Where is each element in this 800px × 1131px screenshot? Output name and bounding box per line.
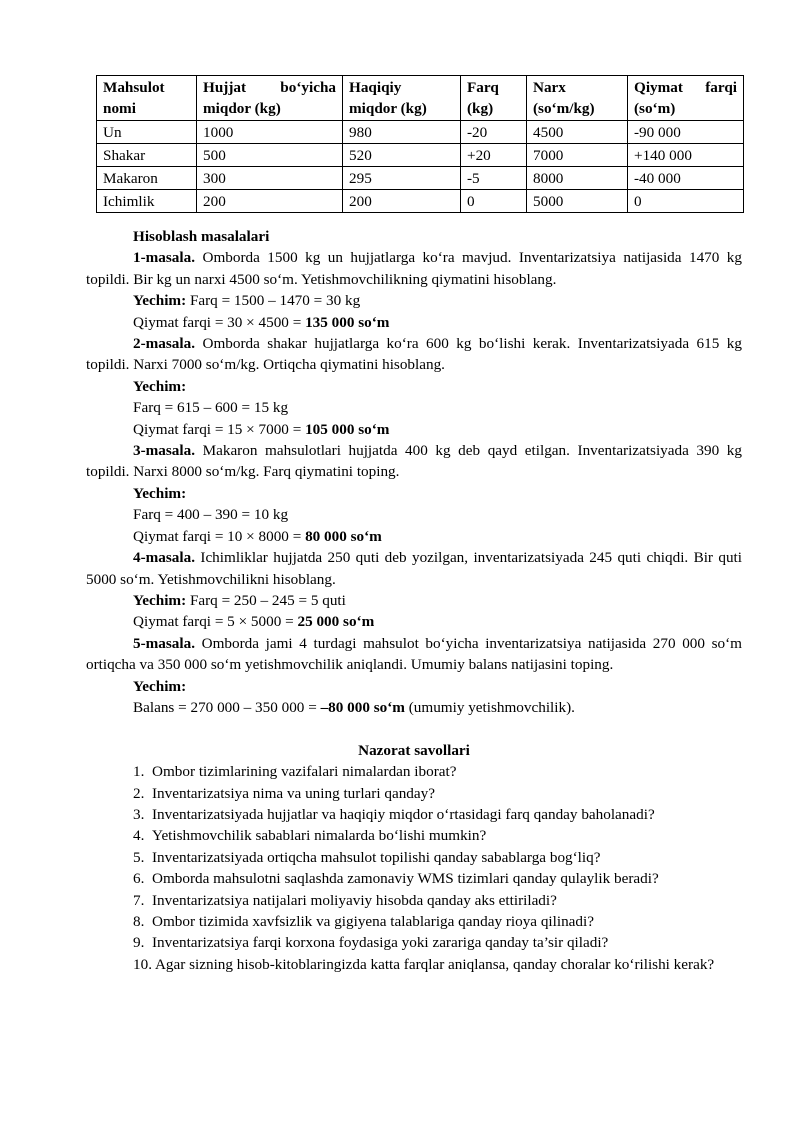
- table-cell: 500: [197, 144, 343, 167]
- problem-2: 2-masala. Omborda shakar hujjatlarga ko‘ra 600 kg bo‘lishi kerak. Inventarizatsiyada 615 kg topildi. Narxi 7000 so‘m/kg. Ortiqcha qiymatini hisoblang.: [86, 335, 742, 374]
- header-difference: Farq (kg): [461, 76, 527, 121]
- solution-line: Qiymat farqi = 15 × 7000 = 105 000 so‘m: [133, 420, 390, 438]
- problem-3: 3-masala. Makaron mahsulotlari hujjatda 400 kg deb qayd etilgan. Inventarizatsiyada 390 kg topildi. Narxi 8000 so‘m/kg. Farq qiymatini toping.: [86, 442, 742, 481]
- solution-5: Yechim:: [133, 677, 187, 695]
- header-price: Narx (so‘m/kg): [527, 76, 628, 121]
- solution-line: Balans = 270 000 – 350 000 = –80 000 so‘m (umumiy yetishmovchilik).: [133, 698, 575, 716]
- solution-line: Qiymat farqi = 10 × 8000 = 80 000 so‘m: [133, 527, 382, 545]
- problem-5: 5-masala. Omborda jami 4 turdagi mahsulot bo‘yicha inventarizatsiya natijasida 270 000 so‘m ortiqcha va 350 000 so‘m yetishmovchilik aniqlandi. Umumiy balans natijasini toping.: [86, 634, 742, 674]
- table-cell: Ichimlik: [97, 190, 197, 213]
- list-item: 4. Yetishmovchilik sabablari nimalarda bo‘lishi mumkin?: [133, 827, 487, 845]
- table-cell: 1000: [197, 121, 343, 144]
- table-cell: 8000: [527, 167, 628, 190]
- table-header-row: [97, 76, 744, 121]
- table-cell: 300: [197, 167, 343, 190]
- header-value-difference: Qiymat farqi (so‘m): [628, 76, 744, 121]
- solution-line: Qiymat farqi = 5 × 5000 = 25 000 so‘m: [133, 613, 375, 631]
- table-row: [97, 121, 744, 144]
- solution-2: Yechim:: [133, 377, 187, 395]
- table-cell: 0: [628, 190, 744, 213]
- table-cell: -20: [461, 121, 527, 144]
- solution-line: Farq = 615 – 600 = 15 kg: [133, 399, 289, 417]
- list-item: 9. Inventarizatsiya farqi korxona foydasiga yoki zarariga qanday ta’sir qiladi?: [133, 934, 609, 952]
- table-cell: 0: [461, 190, 527, 213]
- solution-3: Yechim:: [133, 484, 187, 502]
- list-item: 7. Inventarizatsiya natijalari moliyaviy hisobda qanday aks ettiriladi?: [133, 891, 557, 909]
- table-cell: +140 000: [628, 144, 744, 167]
- table-cell: -90 000: [628, 121, 744, 144]
- solution-line: Farq = 400 – 390 = 10 kg: [133, 506, 289, 524]
- table-cell: -40 000: [628, 167, 744, 190]
- list-item: 3. Inventarizatsiyada hujjatlar va haqiqiy miqdor o‘rtasidagi farq qanday baholanadi?: [133, 805, 655, 823]
- table-cell: 7000: [527, 144, 628, 167]
- table-row: [97, 190, 744, 213]
- questions-list: [86, 761, 742, 975]
- list-item: 5. Inventarizatsiyada ortiqcha mahsulot topilishi qanday sabablarga bog‘liq?: [133, 848, 601, 866]
- table-cell: 4500: [527, 121, 628, 144]
- solution-4: Yechim: Farq = 250 – 245 = 5 quti: [133, 591, 346, 609]
- problem-4: 4-masala. Ichimliklar hujjatda 250 quti deb yozilgan, inventarizatsiyada 245 quti chiqdi. Bir quti 5000 so‘m. Yetishmovchilikni hisoblang.: [86, 549, 742, 588]
- section-title: Hisoblash masalalari: [133, 228, 270, 245]
- header-product-name: Mahsulot nomi: [97, 76, 197, 121]
- list-item: 6. Omborda mahsulotni saqlashda zamonaviy WMS tizimlari qanday qulaylik beradi?: [133, 870, 659, 888]
- document-body: [86, 226, 742, 975]
- table-cell: -5: [461, 167, 527, 190]
- solution-1: Yechim: Farq = 1500 – 1470 = 30 kg: [133, 292, 361, 310]
- list-item: 1. Ombor tizimlarining vazifalari nimalardan iborat?: [133, 763, 457, 781]
- table-cell: 200: [197, 190, 343, 213]
- table-row: [97, 144, 744, 167]
- list-item: 2. Inventarizatsiya nima va uning turlari qanday?: [133, 784, 435, 802]
- table-cell: 520: [343, 144, 461, 167]
- solution-line: Qiymat farqi = 30 × 4500 = 135 000 so‘m: [133, 313, 390, 331]
- list-item: 10. Agar sizning hisob-kitoblaringizda katta farqlar aniqlansa, qanday choralar ko‘rilishi kerak?: [133, 955, 715, 973]
- problem-1: 1-masala. Omborda 1500 kg un hujjatlarga ko‘ra mavjud. Inventarizatsiya natijasida 1470 kg topildi. Bir kg un narxi 4500 so‘m. Yetishmovchilikning qiymatini hisoblang.: [86, 249, 742, 288]
- list-item: 8. Ombor tizimida xavfsizlik va gigiyena talablariga qanday rioya qilinadi?: [133, 912, 594, 930]
- table-cell: Makaron: [97, 167, 197, 190]
- inventory-table: [96, 75, 744, 213]
- table-cell: 200: [343, 190, 461, 213]
- questions-title: Nazorat savollari: [358, 741, 470, 759]
- table-cell: +20: [461, 144, 527, 167]
- table-cell: Shakar: [97, 144, 197, 167]
- table-cell: 295: [343, 167, 461, 190]
- table-cell: 980: [343, 121, 461, 144]
- header-actual-quantity: Haqiqiy miqdor (kg): [343, 76, 461, 121]
- table-cell: 5000: [527, 190, 628, 213]
- table-cell: Un: [97, 121, 197, 144]
- header-document-quantity: Hujjat bo‘yicha miqdor (kg): [197, 76, 343, 121]
- table-row: [97, 167, 744, 190]
